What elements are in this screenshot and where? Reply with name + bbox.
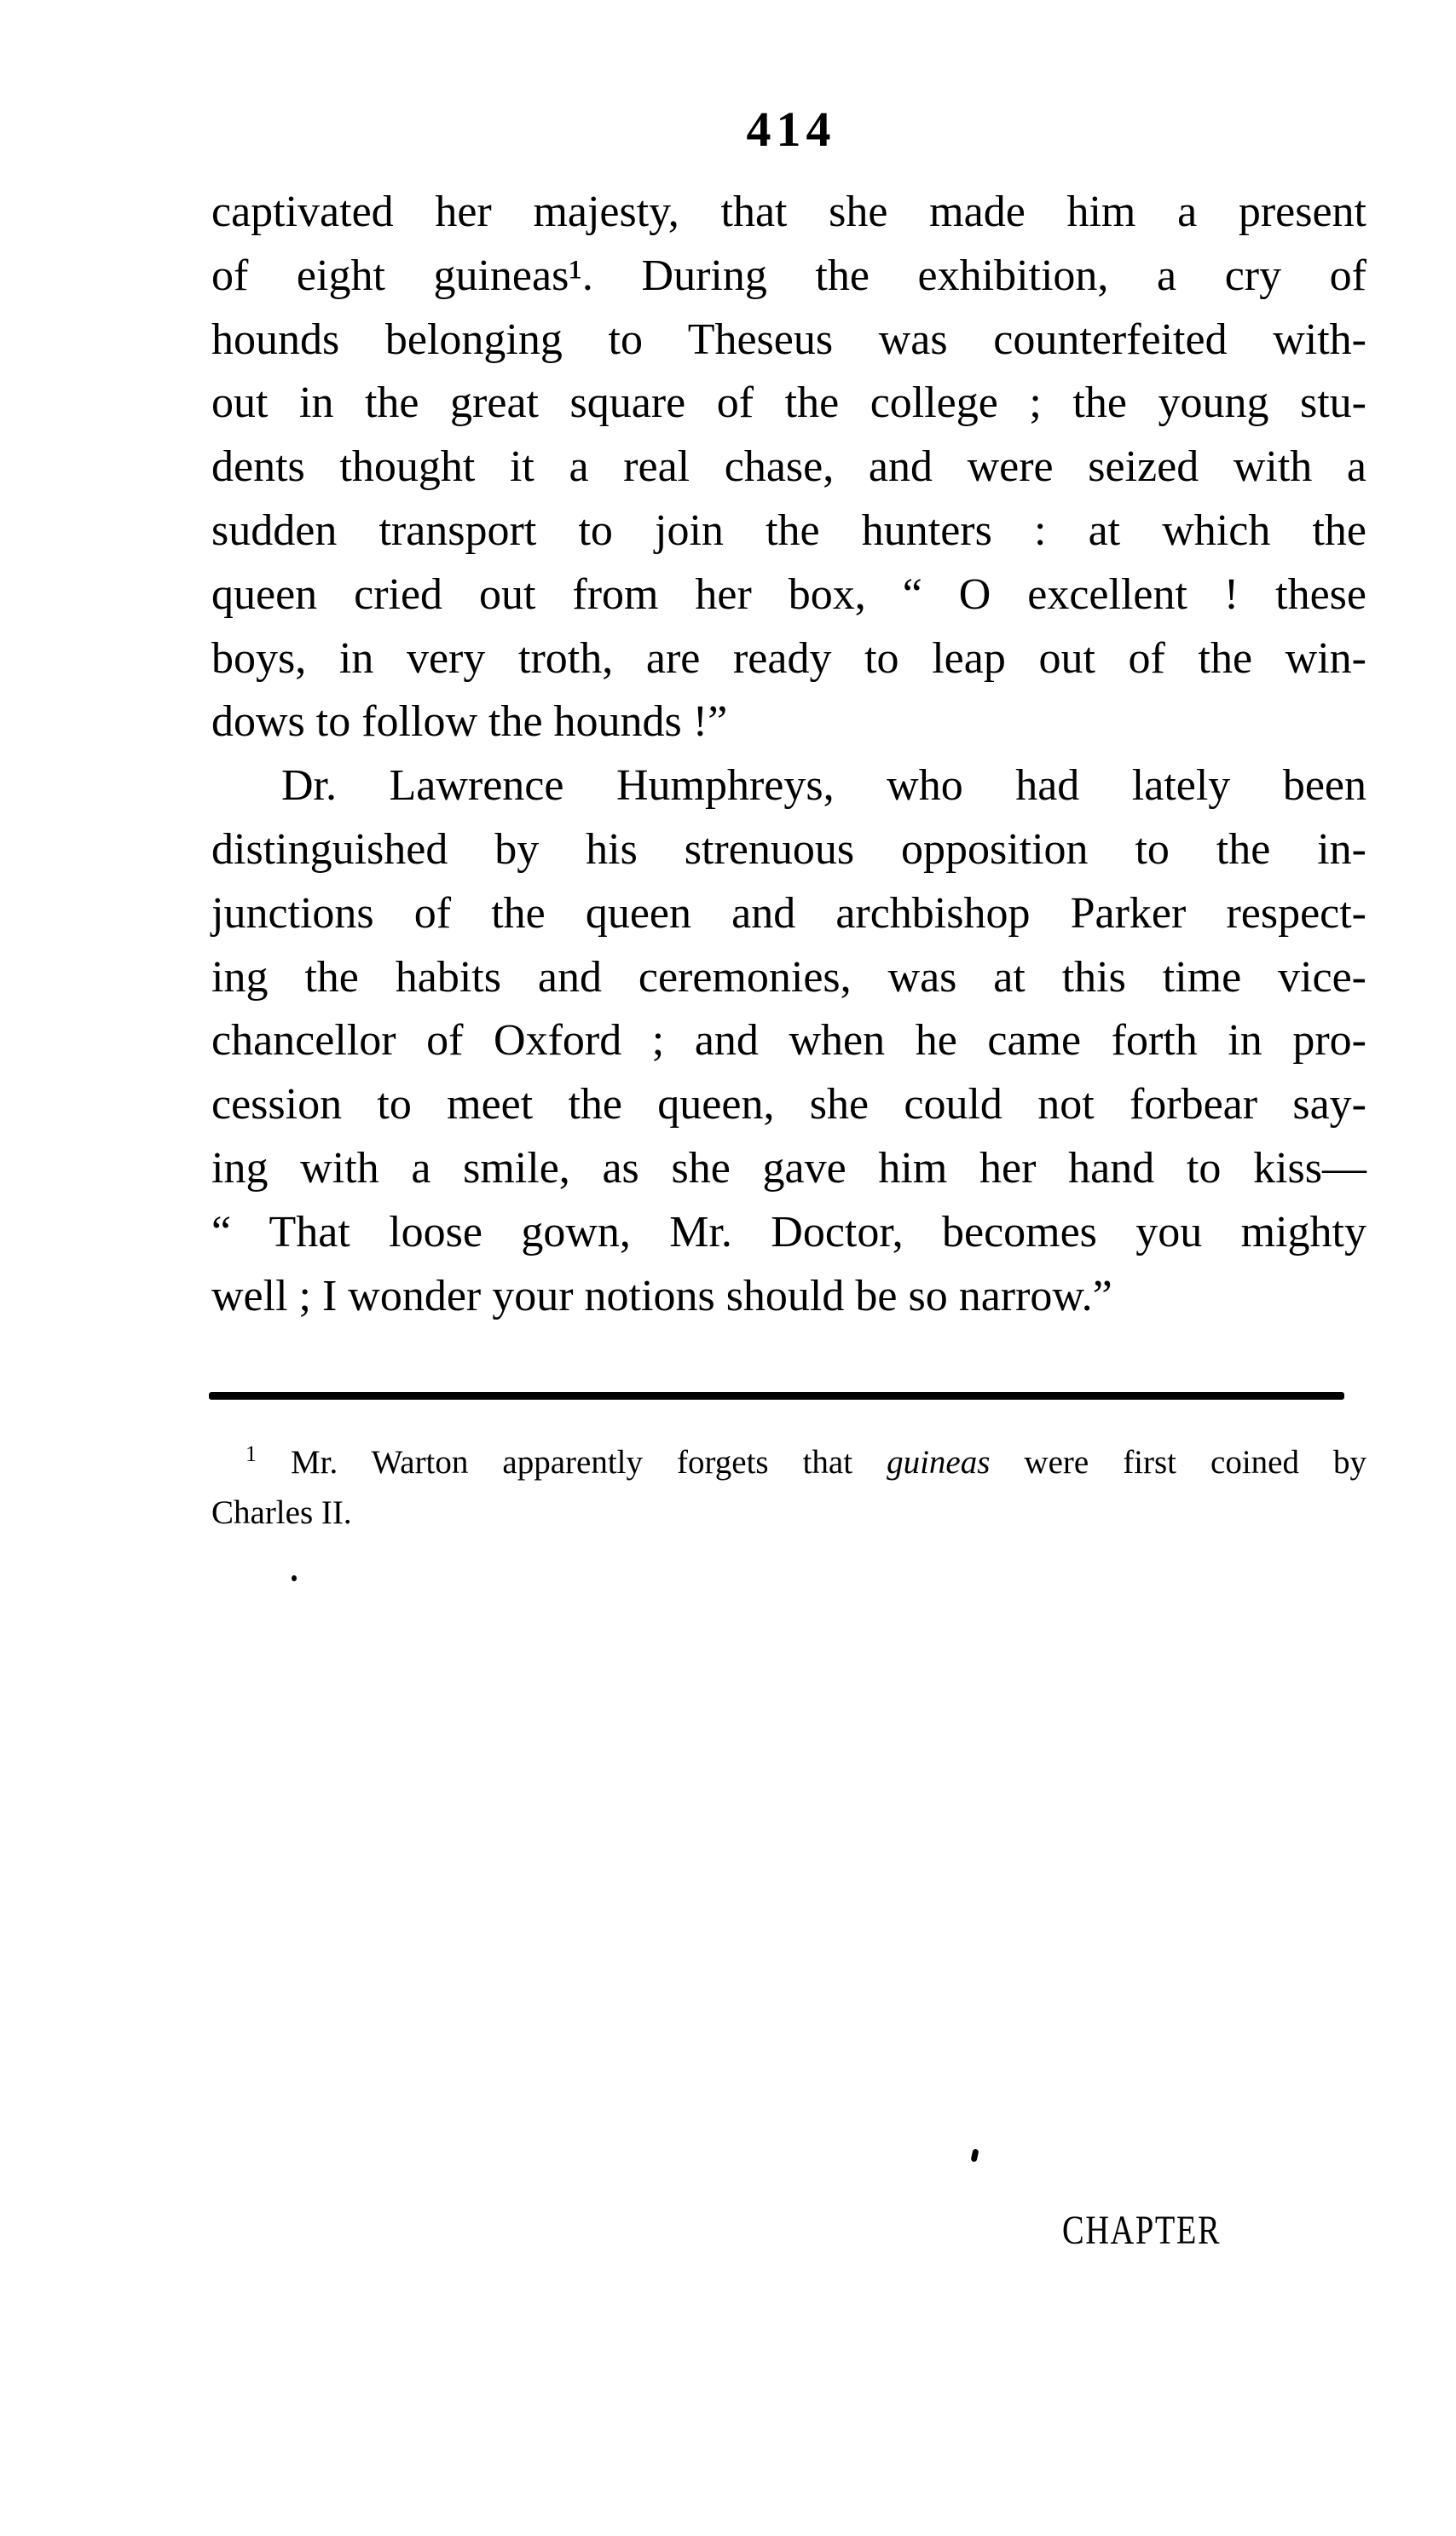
text-line: sudden transport to join the hunters : at which the — [211, 505, 1366, 555]
footnote — [211, 1437, 1366, 1538]
main-text — [211, 181, 1366, 1328]
footnote-marker: 1 — [246, 1441, 257, 1466]
text-line: dows to follow the hounds !” — [211, 697, 728, 747]
text-line: “ That loose gown, Mr. Doctor, becomes you mighty — [211, 1207, 1366, 1256]
page-number: 414 — [746, 101, 836, 157]
text-line: queen cried out from her box, “ O excellent ! these — [211, 569, 1366, 619]
ink-speck — [292, 1575, 297, 1581]
text-line: of eight guineas¹. During the exhibition, a cry of — [211, 251, 1366, 300]
footnote-line — [211, 1437, 1366, 1488]
footnote-text: Mr. Warton apparently forgets that — [257, 1444, 887, 1481]
ink-speck — [971, 2148, 979, 2162]
text-line: distinguished by his strenuous opposition to the in- — [211, 824, 1366, 874]
text-line: cession to meet the queen, she could not forbear say- — [211, 1080, 1366, 1129]
text-line: junctions of the queen and archbishop Parker respect- — [211, 888, 1366, 938]
text-line: ing with a smile, as she gave him her hand to kiss— — [211, 1143, 1366, 1193]
text-line: chancellor of Oxford ; and when he came forth in pro- — [211, 1016, 1366, 1066]
text-line: Dr. Lawrence Humphreys, who had lately been — [281, 761, 1366, 811]
footnote-separator-rule — [209, 1392, 1344, 1400]
footnote-line: Charles II. — [211, 1494, 352, 1531]
text-line: boys, in very troth, are ready to leap out of the win- — [211, 633, 1366, 683]
footnote-italic-word: guineas — [887, 1444, 991, 1481]
catchword: CHAPTER — [1062, 2208, 1222, 2253]
footnote-text: were first coined by — [990, 1444, 1366, 1481]
text-line: out in the great square of the college ; the young stu- — [211, 378, 1366, 428]
text-line: well ; I wonder your notions should be so narrow.” — [211, 1271, 1112, 1320]
text-line: ing the habits and ceremonies, was at this time vice- — [211, 952, 1366, 1002]
text-line: hounds belonging to Theseus was counterfeited with- — [211, 315, 1366, 364]
text-line: captivated her majesty, that she made him a present — [211, 188, 1366, 236]
text-line: dents thought it a real chase, and were seized with a — [211, 442, 1366, 492]
